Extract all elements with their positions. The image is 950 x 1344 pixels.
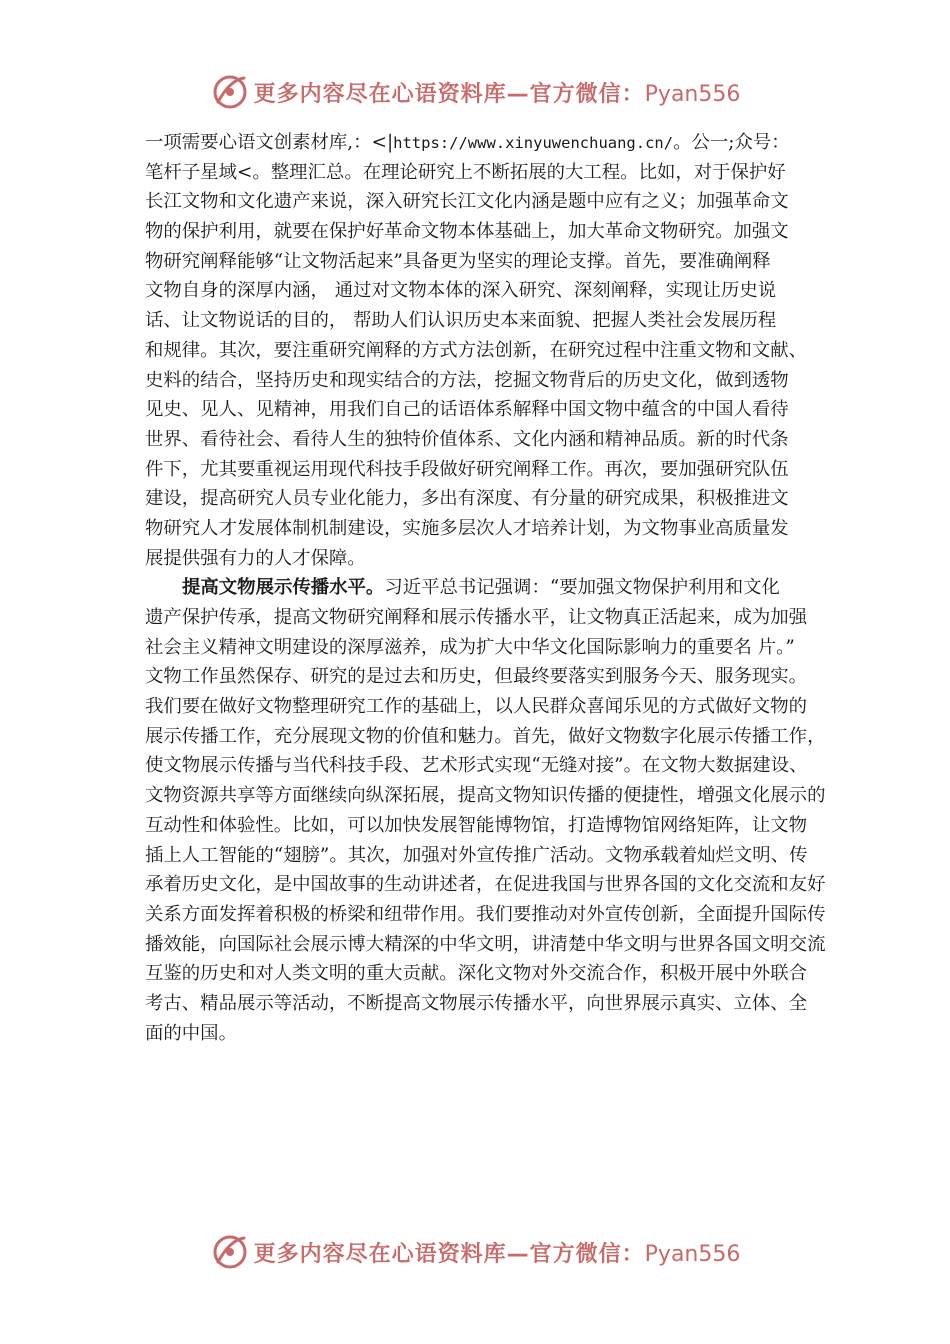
text-line: 世界、看待社会、看待人生的独特价值体系、文化内涵和精神品质。新的时代条 — [145, 428, 789, 450]
text-line: 面的中国。 — [145, 1022, 237, 1044]
text-line: 遗产保护传承，提高文物研究阐释和展示传播水平，让文物真正活起来，成为加强 — [145, 607, 808, 628]
text-line: 和规律。其次，要注重研究阐释的方式方法创新，在研究过程中注重文物和文献、 — [145, 339, 808, 361]
text-line: 文物自身的深厚内涵， 通过对文物本体的深入研究、深刻阐释，实现让历史说 — [145, 280, 777, 302]
text-line: 长江文物和文化遗产来说，深入研究长江文化内涵是题中应有之义；加强革命文 — [145, 191, 789, 213]
text-line: 物的保护利用，就要在保护好革命文物本体基础上，加大革命文物研究。加强文 — [145, 221, 789, 243]
text-line: 关系方面发挥着积极的桥梁和纽带作用。我们要推动对外宣传创新，全面提升国际传 — [145, 903, 826, 925]
text-fragment: 习近平总书记强调：“要加强文物保护利用和文化 — [384, 577, 780, 599]
text-line: 件下，尤其要重视运用现代科技手段做好研究阐释工作。再次，要加强研究队伍 — [145, 458, 789, 480]
text-line: 社会主义精神文明建设的深厚滋养，成为扩大中华文化国际影响力的重要名 片。” — [145, 636, 795, 658]
text-line: 物研究人才发展体制机制建设，实施多层次人才培养计划，为文物事业高质量发 — [145, 517, 789, 539]
footer-banner-label: 更多内容尽在心语资料库—官方微信： — [253, 1241, 645, 1267]
text-line: 使文物展示传播与当代科技手段、艺术形式实现“无缝对接”。在文物大数据建设、 — [145, 755, 808, 777]
text-line: 笔杆子星域<。整理汇总。在理论研究上不断拓展的大工程。比如，对于保护好 — [145, 161, 786, 183]
footer-wechat-id: Pyan556 — [644, 1241, 741, 1267]
paragraph-2 — [145, 573, 825, 1048]
text-line: 互动性和体验性。比如，可以加快发展智能博物馆，打造博物馆网络矩阵，让文物 — [145, 814, 808, 836]
text-line: 文物工作虽然保存、研究的是过去和历史，但最终要落实到服务今天、服务现实。 — [145, 666, 808, 688]
header-banner — [0, 72, 950, 112]
text-fragment: 。公一;众号： — [673, 132, 790, 153]
text-line: 文物资源共享等方面继续向纵深拓展，提高文物知识传播的便捷性，增强文化展示的 — [145, 785, 826, 807]
section-heading: 提高文物展示传播水平。 — [182, 577, 385, 599]
text-line: 播效能，向国际社会展示博大精深的中华文明，讲清楚中华文明与世界各国文明交流 — [145, 933, 826, 955]
footer-banner — [0, 1232, 950, 1272]
text-line: 见史、见人、见精神，用我们自己的话语体系解释中国文物中蕴含的中国人看待 — [145, 399, 789, 421]
text-line: 展示传播工作，充分展现文物的价值和魅力。首先，做好文物数字化展示传播工作， — [145, 725, 826, 747]
text-line: 承着历史文化，是中国故事的生动讲述者，在促进我国与世界各国的文化交流和友好 — [145, 874, 826, 896]
header-wechat-id: Pyan556 — [644, 81, 741, 107]
header-banner-label: 更多内容尽在心语资料库—官方微信： — [253, 81, 645, 107]
text-line — [145, 128, 825, 158]
text-line: 物研究阐释能够“让文物活起来”具备更为坚实的理论支撑。首先，要准确阐释 — [145, 250, 771, 272]
text-line: 展提供强有力的人才保障。 — [145, 547, 366, 569]
text-line: 考古、精品展示等活动，不断提高文物展示传播水平，向世界展示真实、立体、全 — [145, 992, 808, 1014]
text-fragment: 一项需要心语文创素材库,：<| — [145, 132, 394, 153]
article-body — [145, 128, 825, 1048]
header-banner-text — [254, 77, 741, 108]
text-line: 我们要在做好文物整理研究工作的基础上，以人民群众喜闻乐见的方式做好文物的 — [145, 696, 808, 718]
text-line — [145, 573, 825, 603]
brand-logo-icon — [210, 1232, 250, 1272]
source-url: https://www.xinyuwenchuang.cn/ — [393, 134, 674, 152]
paragraph-1 — [145, 128, 825, 573]
text-line: 建设，提高研究人员专业化能力，多出有深度、有分量的研究成果，积极推进文 — [145, 488, 789, 510]
brand-logo-icon — [210, 72, 250, 112]
footer-banner-text — [254, 1237, 741, 1268]
text-line: 史料的结合，坚持历史和现实结合的方法，挖掘文物背后的历史文化，做到透物 — [145, 369, 789, 391]
text-line: 互鉴的历史和对人类文明的重大贡献。深化文物对外交流合作，积极开展中外联合 — [145, 963, 808, 985]
text-line: 插上人工智能的“翅膀”。其次，加强对外宣传推广活动。文物承载着灿烂文明、传 — [145, 844, 808, 866]
text-line: 话、让文物说话的目的， 帮助人们认识历史本来面貌、把握人类社会发展历程 — [145, 310, 777, 332]
